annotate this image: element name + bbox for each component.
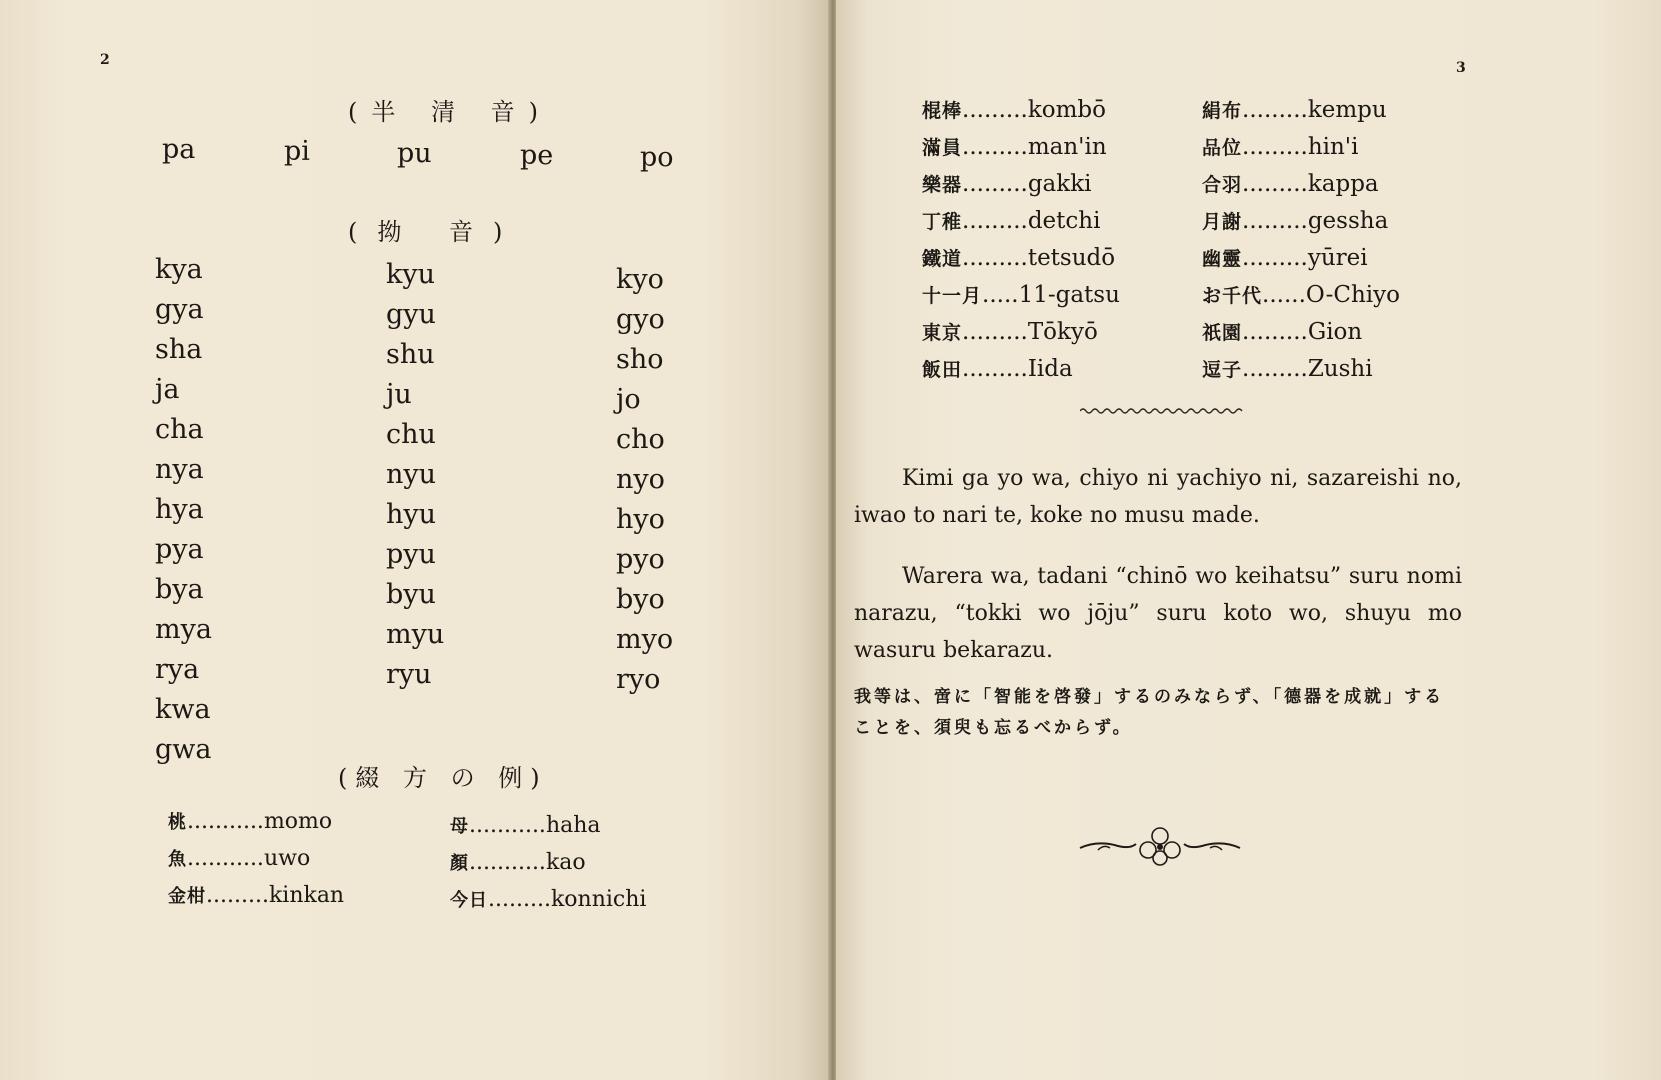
vocab-romaji: gessha (1307, 208, 1389, 234)
vocab-kanji: 滿員 (922, 137, 963, 159)
syllable: cho (616, 424, 665, 455)
wavy-divider (1080, 404, 1244, 418)
syllable: po (640, 142, 674, 173)
youon-column-o (616, 260, 673, 700)
vocab-leader-dots: ......... (1242, 319, 1308, 345)
vocab-romaji: tetsudō (1027, 245, 1116, 271)
syllable: nya (155, 454, 204, 485)
vocab-romaji: detchi (1027, 208, 1101, 234)
vocab-kanji: 品位 (1202, 137, 1243, 159)
vocab-leader-dots: ......... (1242, 134, 1308, 160)
syllable: pa (162, 134, 196, 165)
examples-left-list (168, 804, 344, 915)
vocab-entry (1202, 129, 1400, 166)
syllable: sha (155, 334, 203, 365)
vocab-leader-dots: ........... (187, 846, 264, 871)
vocab-entry (450, 845, 646, 882)
vocab-kanji: 魚 (168, 849, 187, 870)
right-page (836, 0, 1661, 1080)
vocab-entry (1202, 314, 1400, 351)
vocab-entry (450, 882, 646, 919)
syllable: myu (386, 619, 445, 650)
vocab-romaji: yūrei (1307, 245, 1368, 271)
vocab-entry (1202, 203, 1400, 240)
vocab-romaji: gakki (1027, 171, 1092, 197)
syllable: mya (155, 614, 212, 645)
vocab-leader-dots: ......... (1242, 171, 1308, 197)
vocab-leader-dots: ...... (1262, 282, 1306, 308)
syllable: byu (386, 579, 436, 610)
vocab-romaji: uwo (263, 846, 311, 871)
syllable: bya (155, 574, 204, 605)
youon-heading: (拗 音) (348, 218, 523, 246)
vocab-entry (168, 804, 344, 841)
vocab-leader-dots: ......... (962, 208, 1028, 234)
syllable: pu (397, 138, 432, 169)
vocab-romaji: 11-gatsu (1018, 282, 1120, 308)
examples-right-list (450, 808, 646, 919)
syllable: ja (155, 374, 180, 405)
vocab-entry (922, 351, 1120, 388)
paragraph-kimigayo (854, 460, 1462, 534)
page-number: 3 (1456, 60, 1466, 76)
syllable: kyu (386, 259, 436, 290)
vocab-leader-dots: ......... (488, 887, 551, 912)
syllable: gya (155, 294, 204, 325)
youon-column-a (155, 250, 212, 770)
vocab-kanji: 母 (450, 816, 469, 837)
vocab-kanji: 金柑 (168, 886, 206, 907)
vocab-leader-dots: ......... (962, 97, 1028, 123)
syllable: kya (155, 254, 203, 285)
syllable: hya (155, 494, 204, 525)
syllable: kwa (155, 694, 211, 725)
vocab-entry (922, 92, 1120, 129)
syllable: sho (616, 344, 664, 375)
syllable: pya (155, 534, 204, 565)
vocab-entry (1202, 351, 1400, 388)
syllable: hyu (386, 499, 437, 530)
vocab-kanji: 棍棒 (922, 100, 963, 122)
vocab-romaji: kinkan (268, 883, 345, 908)
vocab-kanji: 合羽 (1202, 174, 1243, 196)
vocab-leader-dots: ........... (469, 813, 546, 838)
vocab-romaji: kombō (1027, 97, 1106, 123)
syllable: cha (155, 414, 204, 445)
vocab-romaji: haha (545, 813, 601, 838)
vocab-leader-dots: ........... (187, 809, 264, 834)
vocab-entry (922, 203, 1120, 240)
vocab-entry (922, 129, 1120, 166)
vocab-romaji: kao (545, 850, 586, 875)
vocab-kanji: 絹布 (1202, 100, 1243, 122)
vocab-leader-dots: ......... (1242, 245, 1308, 271)
vocab-entry (922, 240, 1120, 277)
syllable: shu (386, 339, 435, 370)
vocab-kanji: お千代 (1202, 285, 1263, 307)
paragraph-japanese-motto (854, 682, 1464, 744)
syllable: chu (386, 419, 436, 450)
vocab-romaji: konnichi (550, 887, 647, 912)
syllable: pyu (386, 539, 436, 570)
vocab-kanji: 今日 (450, 890, 488, 911)
vocab-entry (1202, 277, 1400, 314)
vocab-leader-dots: ......... (962, 356, 1028, 382)
syllable: gwa (155, 734, 212, 765)
syllable: rya (155, 654, 200, 685)
vocab-kanji: 幽靈 (1202, 248, 1243, 270)
vocab-entry (1202, 166, 1400, 203)
vocab-entry (1202, 240, 1400, 277)
vocab-leader-dots: ......... (962, 171, 1028, 197)
vocab-leader-dots: ......... (206, 883, 269, 908)
floral-ornament-icon (1078, 822, 1242, 870)
vocab-leader-dots: ......... (962, 319, 1028, 345)
syllable: ryu (386, 659, 432, 690)
syllable: nyo (616, 464, 665, 495)
vocab-kanji: 顏 (450, 853, 469, 874)
youon-column-u (386, 255, 444, 695)
vocab-entry (922, 277, 1120, 314)
syllable: gyu (386, 299, 436, 330)
vocab-kanji: 月謝 (1202, 211, 1243, 233)
vocab-entry (450, 808, 646, 845)
left-page (0, 0, 830, 1080)
vocab-kanji: 十一月 (922, 285, 983, 307)
vocab-romaji: Zushi (1307, 356, 1373, 382)
paragraph-text: Warera wa, tadani “chinō wo keihatsu” suru nomi narazu, “tokki wo jōju” suru koto wo, shuyu mo wasuru bekarazu. (854, 564, 1462, 663)
vocab-entry (1202, 92, 1400, 129)
syllable: byo (616, 584, 665, 615)
vocab-kanji: 樂器 (922, 174, 963, 196)
vocab-romaji: Iida (1027, 356, 1073, 382)
vocab-entry (922, 166, 1120, 203)
examples-heading: (綴 方 の 例) (338, 764, 548, 792)
vocab-romaji: Gion (1307, 319, 1363, 345)
vocab-entry (168, 878, 344, 915)
vocab-romaji: kappa (1307, 171, 1379, 197)
vocab-romaji: Tōkyō (1027, 319, 1098, 345)
vocab-romaji: hin'i (1307, 134, 1359, 160)
vocab-leader-dots: ......... (1242, 356, 1308, 382)
vocab-leader-dots: ......... (1242, 97, 1308, 123)
vocab-leader-dots: ........... (469, 850, 546, 875)
syllable: pi (284, 136, 310, 167)
syllable: jo (616, 384, 641, 415)
syllable: myo (616, 624, 674, 655)
vocab-kanji: 逗子 (1202, 359, 1243, 381)
paragraph-text: 我等は、啻に「智能を啓發」するのみならず、「德器を成就」することを、須臾も忘るべからず。 (854, 687, 1445, 738)
vocab-left-list (922, 92, 1120, 388)
syllable: pyo (616, 544, 665, 575)
vocab-leader-dots: ..... (982, 282, 1019, 308)
vocab-romaji: momo (263, 809, 333, 834)
vocab-romaji: O-Chiyo (1305, 282, 1400, 308)
handakuon-heading: (半 清 音) (348, 98, 552, 126)
vocab-kanji: 桃 (168, 812, 187, 833)
syllable: nyu (386, 459, 437, 490)
vocab-entry (922, 314, 1120, 351)
vocab-romaji: kempu (1307, 97, 1387, 123)
syllable: ju (386, 379, 412, 410)
vocab-kanji: 東京 (922, 322, 963, 344)
syllable: hyo (616, 504, 665, 535)
vocab-kanji: 鐵道 (922, 248, 963, 270)
vocab-kanji: 飯田 (922, 359, 963, 381)
syllable: gyo (616, 304, 665, 335)
vocab-leader-dots: ......... (1242, 208, 1308, 234)
page-number: 2 (100, 52, 110, 68)
vocab-leader-dots: ......... (962, 134, 1028, 160)
vocab-kanji: 祇園 (1202, 322, 1243, 344)
syllable: pe (520, 140, 554, 171)
vocab-leader-dots: ......... (962, 245, 1028, 271)
syllable: ryo (616, 664, 661, 695)
vocab-romaji: man'in (1027, 134, 1107, 160)
vocab-right-list (1202, 92, 1400, 388)
syllable: kyo (616, 264, 664, 295)
paragraph-romaji-motto (854, 558, 1462, 669)
vocab-kanji: 丁稚 (922, 211, 963, 233)
vocab-entry (168, 841, 344, 878)
paragraph-text: Kimi ga yo wa, chiyo ni yachiyo ni, sazareishi no, iwao to nari te, koke no musu made. (854, 466, 1462, 528)
